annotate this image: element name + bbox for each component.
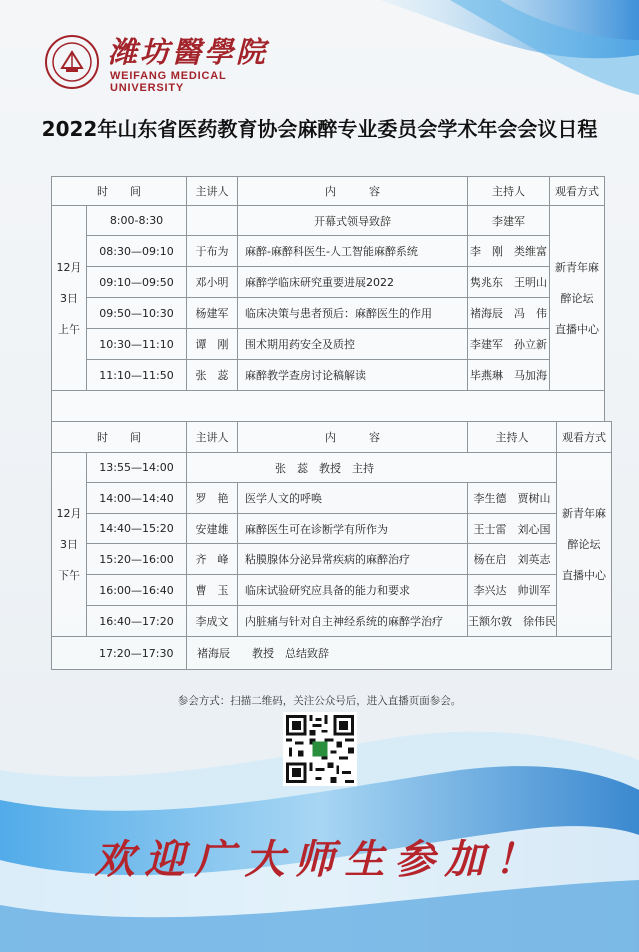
- host-cell: 王士雷 刘心国: [468, 514, 557, 544]
- content-cell: 开幕式领导致辞: [238, 206, 468, 236]
- time-cell: 8:00-8:30: [87, 206, 187, 236]
- table-row: [52, 267, 605, 298]
- speaker-cell: [187, 206, 238, 236]
- host-cell: 李生德 贾树山: [468, 483, 557, 514]
- table-row: [52, 483, 612, 514]
- time-cell: 16:40—17:20: [87, 606, 187, 637]
- qr-code-icon[interactable]: [283, 712, 357, 786]
- table-row: [52, 329, 605, 360]
- column-header-content: 内 容: [238, 177, 468, 206]
- table-row: [52, 360, 605, 391]
- table-row: [52, 544, 612, 575]
- speaker-cell: 谭 刚: [187, 329, 238, 360]
- table-row: [52, 298, 605, 329]
- time-cell: 14:40—15:20: [87, 514, 187, 544]
- content-cell: 临床决策与患者预后：麻醉医生的作用: [238, 298, 468, 329]
- university-emblem-icon: [44, 34, 100, 90]
- column-header-watch: 观看方式: [557, 422, 612, 453]
- content-cell: 麻醉医生可在诊断学有所作为: [238, 514, 468, 544]
- morning-schedule-table: [51, 176, 605, 422]
- speaker-cell: 张 蕊: [187, 360, 238, 391]
- host-cell: 隽兆东 王明山: [468, 267, 550, 298]
- content-cell: 麻醉学临床研究重要进展2022: [238, 267, 468, 298]
- speaker-cell: 齐 峰: [187, 544, 238, 575]
- host-cell: 李兴达 帅训军: [468, 575, 557, 606]
- speaker-cell: 安建雄: [187, 514, 238, 544]
- table-header-row: [52, 177, 605, 206]
- table-row: [52, 606, 612, 637]
- table-header-row: [52, 422, 612, 453]
- content-cell: 粘膜腺体分泌异常疾病的麻醉治疗: [238, 544, 468, 575]
- column-header-time: 时 间: [52, 177, 187, 206]
- time-cell: 15:20—16:00: [87, 544, 187, 575]
- welcome-banner: 欢迎广大师生参加！: [94, 836, 545, 883]
- join-instructions: 参会方式：扫描二维码，关注公众号后，进入直播页面参会。: [177, 695, 462, 707]
- table-row: [52, 514, 612, 544]
- column-header-speaker: 主讲人: [187, 177, 238, 206]
- host-cell: 李建军: [468, 206, 550, 236]
- speaker-cell: 曹 玉: [187, 575, 238, 606]
- column-header-content: 内 容: [238, 422, 468, 453]
- afternoon-schedule-table: [51, 421, 612, 670]
- logo-chinese-name: 潍坊醫學院: [108, 35, 269, 69]
- content-cell: 围术期用药安全及质控: [238, 329, 468, 360]
- time-cell: 08:30—09:10: [87, 236, 187, 267]
- host-cell: 李建军 孙立新: [468, 329, 550, 360]
- column-header-speaker: 主讲人: [187, 422, 238, 453]
- watch-method: 新青年麻 醉论坛 直播中心: [557, 453, 612, 637]
- time-cell: 09:50—10:30: [87, 298, 187, 329]
- column-header-time: 时 间: [52, 422, 187, 453]
- page-title: 2022年山东省医药教育协会麻醉专业委员会学术年会会议日程: [41, 117, 598, 141]
- time-cell: 17:20—17:30: [87, 637, 187, 670]
- moderator-cell: 张 蕊 教授 主持: [187, 453, 557, 483]
- speaker-cell: 李成文: [187, 606, 238, 637]
- column-header-host: 主持人: [468, 422, 557, 453]
- content-cell: 医学人文的呼唤: [238, 483, 468, 514]
- host-cell: 褚海辰 冯 伟: [468, 298, 550, 329]
- content-cell: 临床试验研究应具备的能力和要求: [238, 575, 468, 606]
- logo-english-name: WEIFANG MEDICAL UNIVERSITY: [110, 70, 227, 94]
- time-cell: 09:10—09:50: [87, 267, 187, 298]
- time-cell: 11:10—11:50: [87, 360, 187, 391]
- table-row: [52, 453, 612, 483]
- time-cell: 13:55—14:00: [87, 453, 187, 483]
- host-cell: 杨在启 刘英志: [468, 544, 557, 575]
- time-cell: 16:00—16:40: [87, 575, 187, 606]
- time-cell: 10:30—11:10: [87, 329, 187, 360]
- time-cell: 14:00—14:40: [87, 483, 187, 514]
- closing-remarks-cell: 褚海辰 教授 总结致辞: [187, 637, 612, 670]
- watch-method: 新青年麻 醉论坛 直播中心: [550, 206, 605, 391]
- closing-row: [52, 637, 612, 670]
- table-row: [52, 236, 605, 267]
- spacer-row: [52, 391, 605, 422]
- host-cell: 毕燕琳 马加海: [468, 360, 550, 391]
- content-cell: 麻醉教学查房讨论稿解读: [238, 360, 468, 391]
- university-logo: [44, 34, 294, 94]
- table-row: [52, 206, 605, 236]
- session-date: 12月 3日 下午: [52, 453, 87, 637]
- host-cell: 王额尔敦 徐伟民: [468, 606, 557, 637]
- column-header-watch: 观看方式: [550, 177, 605, 206]
- content-cell: 内脏痛与针对自主神经系统的麻醉学治疗: [238, 606, 468, 637]
- speaker-cell: 于布为: [187, 236, 238, 267]
- speaker-cell: 罗 艳: [187, 483, 238, 514]
- speaker-cell: 杨建军: [187, 298, 238, 329]
- session-date: 12月 3日 上午: [52, 206, 87, 391]
- table-row: [52, 575, 612, 606]
- content-cell: 麻醉-麻醉科医生-人工智能麻醉系统: [238, 236, 468, 267]
- speaker-cell: 邓小明: [187, 267, 238, 298]
- host-cell: 李 刚 类维富: [468, 236, 550, 267]
- column-header-host: 主持人: [468, 177, 550, 206]
